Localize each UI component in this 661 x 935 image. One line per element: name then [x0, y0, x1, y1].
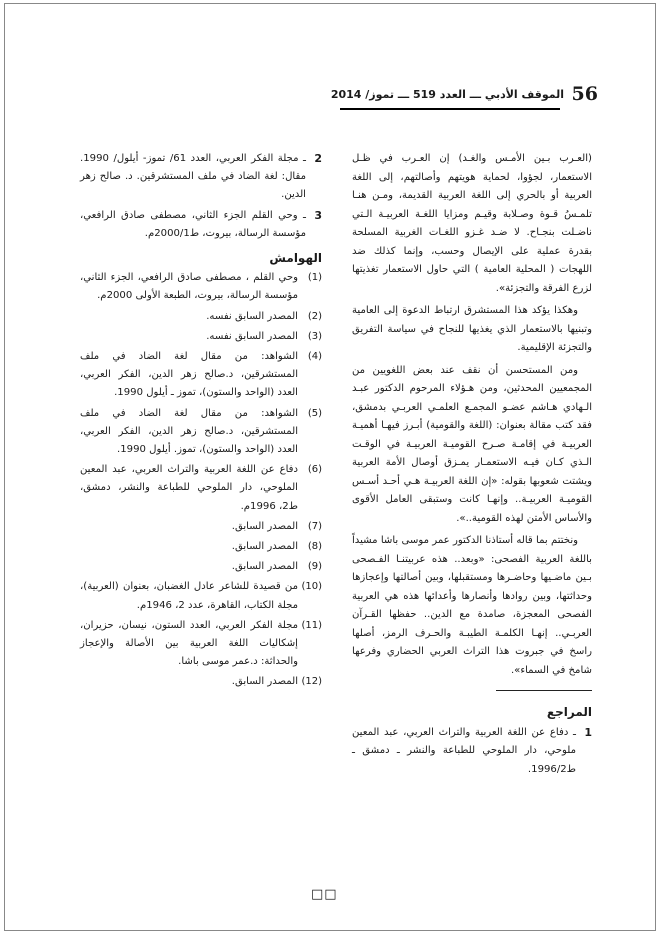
footnote-item — [80, 269, 322, 305]
footnote-item — [80, 461, 322, 516]
reference-number: 1 — [584, 725, 592, 739]
body-paragraph: ومن المستحسن أن نقف عند بعض اللغويين من المجمعيين المحدثين، ومن هـؤلاء المرحوم الدكتور عبـد الـهادي هـاشم عضـو المجمـع العلمـي العربـي بدمشق، فقد كتب مقالة بعنوان: (اللغة والقومية) أبـرز فيهـا أهميـة العربيـة في إقامـة صـرح القوميـة العربيـة في الوقـت الـذي كـان فيـه الاستعمـار يمـزق أوصال الأمة العربية ويشتت شعوبها بقوله: «إن اللغة العربيـة هـي أحـد أسـس القوميـة العربيـة.. وإنهـا كانت وستبقى العامل الأقوى والأساس الأمتن لهذه القومية..». — [352, 364, 592, 524]
footnote-number: (9) — [307, 561, 322, 573]
footnote-text: المصدر السابق. — [231, 541, 298, 553]
footnote-item — [80, 578, 322, 614]
footnote-item — [80, 518, 322, 536]
end-of-article-mark: □□ — [311, 887, 338, 902]
reference-text: ـ دفاع عن اللغة العربية والتراث العربي، عبد المعين ملوحي، دار الملوحي للطباعة والنشر ـ دمشق ـ ط1996/2. — [352, 726, 576, 775]
article-body-column — [352, 150, 592, 781]
footnote-number: (2) — [307, 310, 322, 322]
footnote-number: (5) — [307, 407, 322, 419]
footnote-item — [80, 673, 322, 691]
body-paragraph: (العـرب بـين الأمـس والغـد) إن العـرب في ظـل الاستعمار، لجؤوا، لحماية هويتهم وأصالتهم، إلى اللغة العربية أو بالحري إلى اللغة العربية القديمة، ومـن هنـا تلمـسُ قـوة وصـلابة وقيـم ومزايا اللغـة العربيـة الـتي ناضـلت بنجـاح. لا ضـد غـزو اللغـات الغربية المسلحة بقدرة عملية على الإيصال وحسب، وإنما كذلك ضد اللهجات ( المحلية العامية ) التي حاول الاستعمار تغذيتها لزرع الفرقة والتجزئة». — [352, 153, 592, 294]
reference-item — [352, 724, 592, 780]
header-rule — [340, 108, 560, 110]
footnote-text: وحي القلم ، مصطفى صادق الرافعي، الجزء الثاني، مؤسسة الرسالة، بيروت، الطبعة الأولى 2000م. — [80, 272, 298, 302]
footnote-item — [80, 405, 322, 460]
reference-number: 2 — [314, 152, 322, 165]
footnote-item — [80, 328, 322, 346]
footnote-text: الشواهد: من مقال لغة الضاد في ملف المستشرقين، د.صالح زهر الدين، الفكر العربي، العدد (الواحد والستون)، تموز ـ أيلول 1990. — [80, 351, 298, 399]
footnote-number: (3) — [307, 330, 322, 342]
references-list — [352, 724, 592, 780]
footnote-text: من قصيدة للشاعر عادل الغضبان، بعنوان (العربية)، مجلة الكتاب، القاهرة، عدد 2، 1946م. — [80, 581, 298, 611]
footnote-text: المصدر السابق. — [231, 561, 298, 573]
references-heading: المراجع — [546, 705, 592, 719]
footnote-number: (4) — [307, 351, 322, 363]
footnote-number: (6) — [307, 464, 322, 476]
footnote-text: الشواهد: من مقال لغة الضاد في ملف المستشرقين، د.صالح زهر الدين، الفكر العربي، العدد (الواحد والستون)، تموز. أيلول 1990. — [80, 407, 298, 456]
footnotes-heading: الهوامش — [269, 251, 322, 266]
footnote-number: (12) — [301, 676, 322, 688]
footnote-text: المصدر السابق. — [231, 676, 298, 688]
section-divider — [496, 690, 592, 691]
journal-issue-line: الموقف الأدبي ـــ العدد 519 ـــ تموز/ 2014 — [330, 88, 564, 101]
footnote-item — [80, 348, 322, 403]
body-paragraph: ونختتم بما قاله أستاذنا الدكتور عمر موسى باشا مشيداً باللغة العربية الفصحى: «وبعد.. هذه عربيتنـا الفـصحى بـين ماضـيها وحاضـرها ومستقبلها، وبين أصالتها وإعجازها وحداثتها، وبين روادها وأنصارها وأعدائها هذه هي العربية الفصحى المعجزة، صامدة مع الدين.. حفظها القـرآن العربـي.. إنهـا الكلمـة الطيبـة والحـرف الرمز، أصلها راسخ في جبروت هذا التراث العربي الحضاري وفرعها شامخ في السماء». — [352, 535, 592, 676]
footnote-item — [80, 308, 322, 326]
page-number: 56 — [571, 83, 598, 105]
footnote-number: (7) — [307, 520, 322, 532]
footnote-text: دفاع عن اللغة العربية والتراث العربي، عبد المعين الملوحي، دار الملوحي للطباعة والنشر، دمشق، ط2، 1996م. — [80, 464, 298, 512]
footnote-text: المصدر السابق نفسه. — [206, 330, 298, 342]
footnote-number: (8) — [307, 541, 322, 553]
footnote-text: مجلة الفكر العربي، العدد الستون، نيسان، حزيران، إشكاليات اللغة العربية بين الأصالة والإعجاز والحداثة: د.عمر موسى باشا. — [80, 619, 298, 668]
notes-column — [80, 150, 322, 694]
footnote-item — [80, 558, 322, 576]
body-paragraph: وهكذا يؤكد هذا المستشرق ارتباط الدعوة إلى العامية وتبنيها بالاستعمار الذي يغذيها للنجاح في سياسة التفريق والتجزئة الإقليمية. — [352, 305, 592, 353]
footnote-item — [80, 617, 322, 672]
footnotes-list — [80, 269, 322, 691]
footnote-number: (10) — [301, 581, 322, 593]
footnote-item — [80, 538, 322, 556]
reference-number: 3 — [314, 208, 322, 222]
reference-text: ـ مجلة الفكر العربي، العدد 61/ تموز- أيلول/ 1990. مقال: لغة الضاد في ملف المستشرقين. د. صالح زهر الدين. — [80, 153, 306, 201]
reference-item — [80, 207, 322, 243]
reference-item — [80, 150, 322, 205]
footnote-number: (1) — [307, 272, 322, 284]
references-list-continued — [80, 150, 322, 243]
footnote-number: (11) — [301, 619, 322, 631]
reference-text: ـ وحي القلم الجزء الثاني، مصطفى صادق الرافعي، مؤسسة الرسالة، بيروت، ط2000/1م. — [80, 209, 306, 239]
footnote-text: المصدر السابق. — [231, 520, 298, 532]
footnote-text: المصدر السابق نفسه. — [206, 310, 298, 322]
